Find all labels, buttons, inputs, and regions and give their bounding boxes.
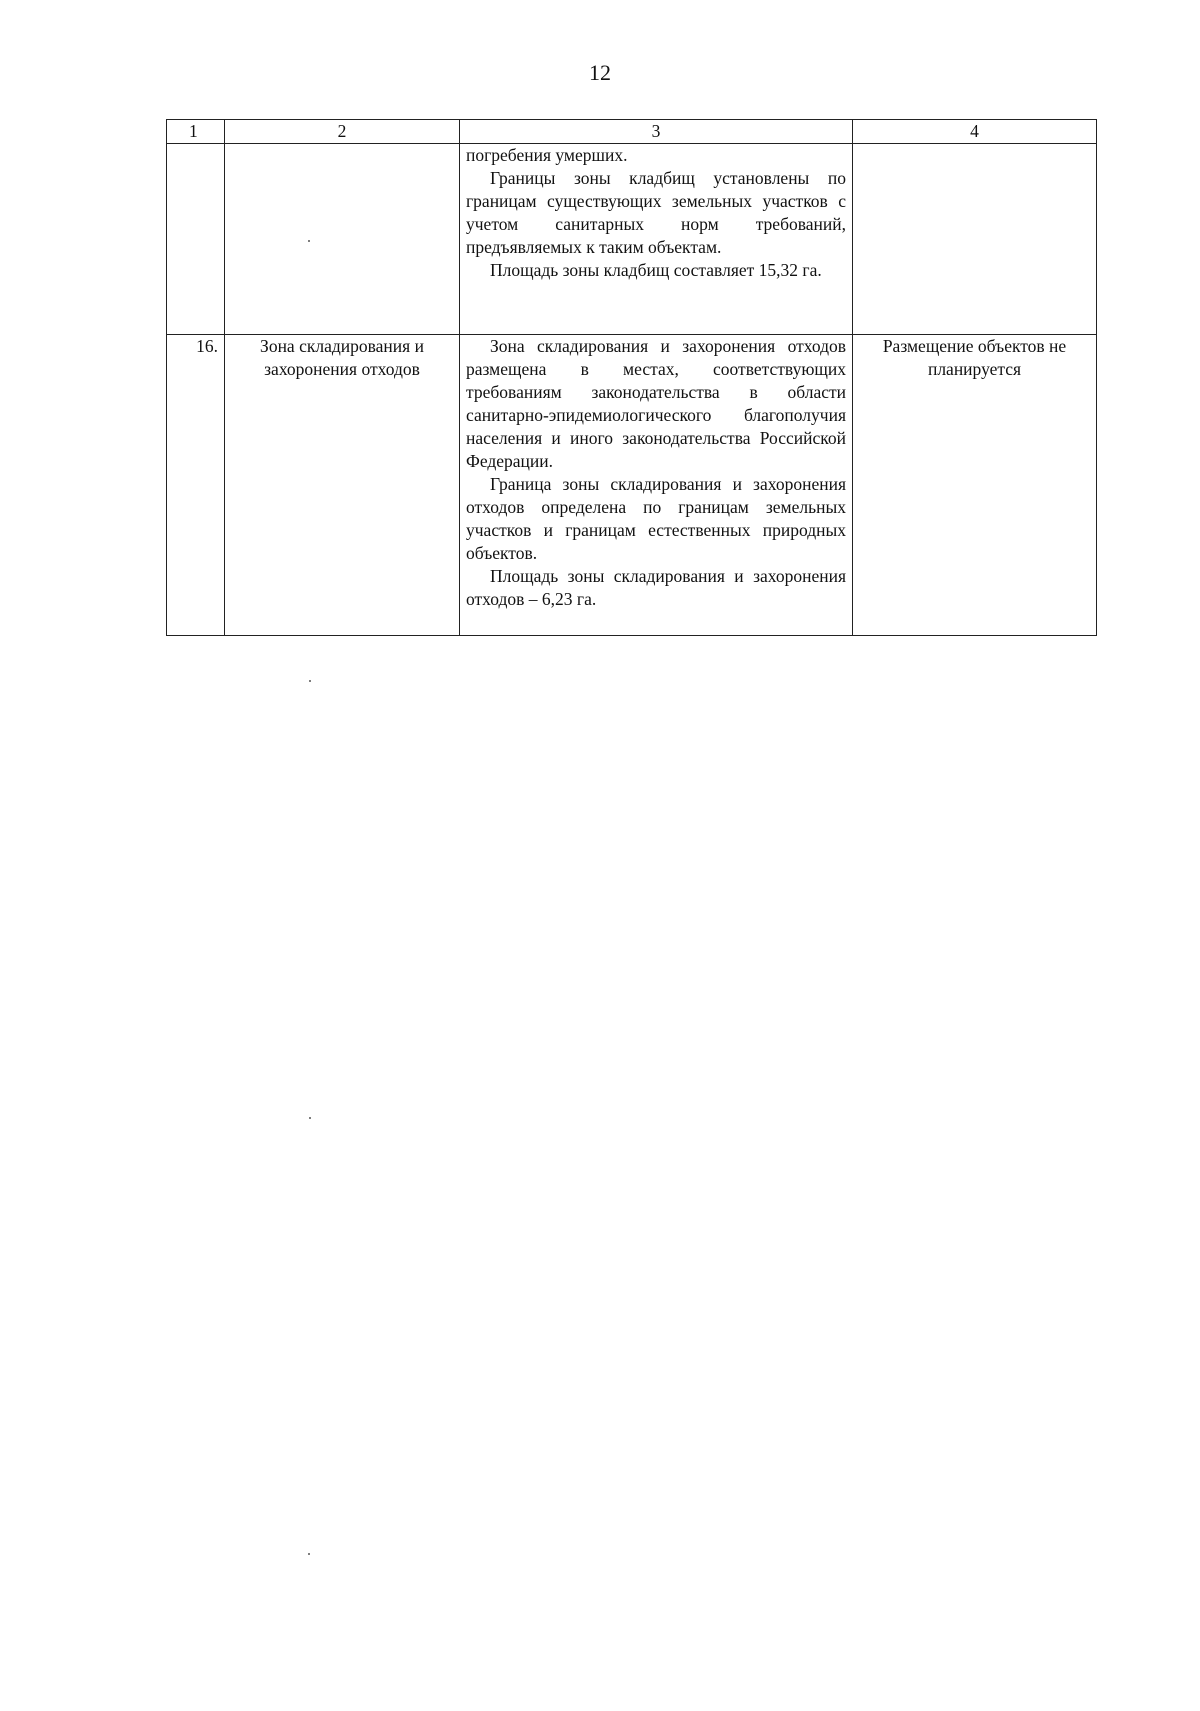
table-row (167, 144, 1097, 335)
description-paragraph: Зона складирования и захоронения отходов размещена в местах, соответствующих требованиям законодательства в области санитарно-эпидемиологического благополучия населения и иного законодательства Российской Федерации. (466, 336, 846, 471)
scan-speck (308, 240, 310, 242)
column-header-2: 2 (225, 120, 460, 144)
column-header-1: 1 (167, 120, 225, 144)
description-paragraph: погребения умерших. (466, 145, 628, 165)
planned-objects-cell: Размещение объектов не планируется (853, 335, 1097, 636)
table-header-row (167, 120, 1097, 144)
scan-speck (309, 1117, 311, 1119)
planned-objects-cell (853, 144, 1097, 335)
page-number: 12 (589, 60, 611, 85)
column-header-3: 3 (460, 120, 853, 144)
description-paragraph: Площадь зоны кладбищ составляет 15,32 га. (490, 260, 822, 280)
scan-speck (309, 680, 311, 682)
scan-speck (308, 1553, 310, 1555)
row-number-cell: 16. (167, 335, 225, 636)
planning-zones-table (166, 119, 1097, 636)
table-row (167, 335, 1097, 636)
description-paragraph: Граница зоны складирования и захоронения отходов определена по границам земельных участков и границам естественных природных объектов. (466, 474, 846, 563)
zone-description-cell (460, 335, 853, 636)
column-header-4: 4 (853, 120, 1097, 144)
zone-description-cell (460, 144, 853, 335)
row-number-cell (167, 144, 225, 335)
zone-name-cell (225, 144, 460, 335)
description-paragraph: Границы зоны кладбищ установлены по границам существующих земельных участков с учетом санитарных норм требований, предъявляемых к таким объектам. (466, 168, 846, 257)
zone-name-cell: Зона складирования и захоронения отходов (225, 335, 460, 636)
description-paragraph: Площадь зоны складирования и захоронения отходов – 6,23 га. (466, 566, 846, 609)
